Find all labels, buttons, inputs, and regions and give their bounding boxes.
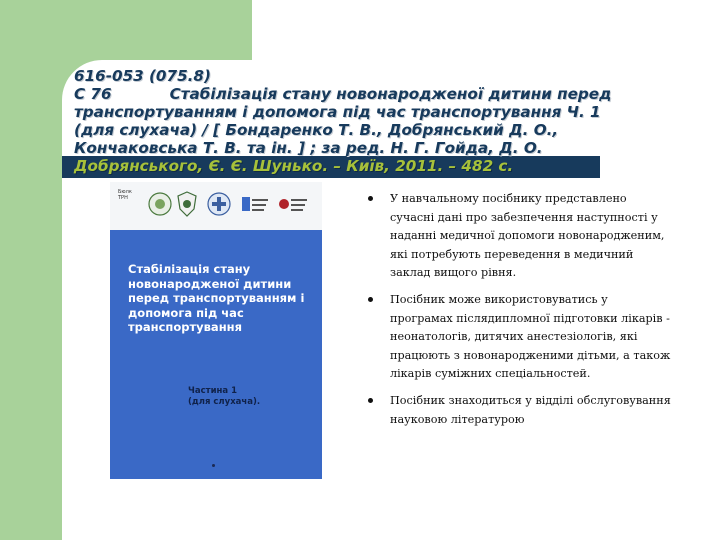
medical-emblem-icon [206, 189, 232, 219]
bullet-icon [368, 297, 373, 302]
shield-icon [176, 189, 198, 219]
book-logo-strip [110, 182, 322, 230]
foundation-logo-icon [278, 189, 308, 219]
book-title: Стабілізація стану новонародженої дитини перед транспортуванням і допомога під час транспортування [128, 262, 305, 334]
heading-line-2 [74, 85, 664, 103]
bullet-icon [368, 196, 373, 201]
heading-classification: 616-053 (075.8) [74, 67, 211, 85]
list-item [368, 291, 673, 384]
heading-code: С 76 [74, 85, 112, 103]
organization-logo-icon [240, 189, 270, 219]
logo-text: Бюлк ТРН [118, 189, 132, 201]
book-part: Частина 1 [188, 386, 238, 396]
heading-line-3: транспортуванням і допомога під час транспортування Ч. 1 [74, 103, 601, 121]
list-item [368, 190, 673, 283]
heading-line-6: Добрянського, Є. Є. Шунько. – Київ, 2011. – 482 с. [74, 157, 514, 175]
emblem-icon [148, 189, 172, 219]
book-subtitle [188, 386, 308, 408]
bibliographic-heading [74, 67, 664, 175]
heading-title: Стабілізація стану новонародженої дитини перед [169, 85, 612, 103]
list-item [368, 392, 673, 429]
bullet-icon [368, 398, 373, 403]
heading-line-4: (для слухача) / [ Бондаренко Т. В., Добрянський Д. О., [74, 121, 559, 139]
book-audience: (для слухача). [188, 397, 261, 407]
left-green-band [0, 0, 62, 540]
list-item-text: Посібник може використовуватись у програмах післядипломної підготовки лікарів - неонатологів, дитячих анестезіологів, які працюють з новонародженими дітьми, а також лікарів суміжних спеціальностей. [390, 292, 671, 381]
list-item-text: У навчальному посібнику представлено сучасні дані про забезпечення наступності у наданні медичної допомоги новонародженим, які потребують переведення в медичний заклад вищого рівня. [390, 192, 665, 280]
heading-line-5: Кончаковська Т. В. та ін. ] ; за ред. Н. Г. Гойда, Д. О. [74, 139, 543, 157]
list-item-text: Посібник знаходиться у відділі обслуговування науковою літературою [390, 393, 671, 426]
book-dot [212, 464, 215, 467]
description-list [368, 190, 673, 437]
book-cover-image [110, 182, 322, 479]
